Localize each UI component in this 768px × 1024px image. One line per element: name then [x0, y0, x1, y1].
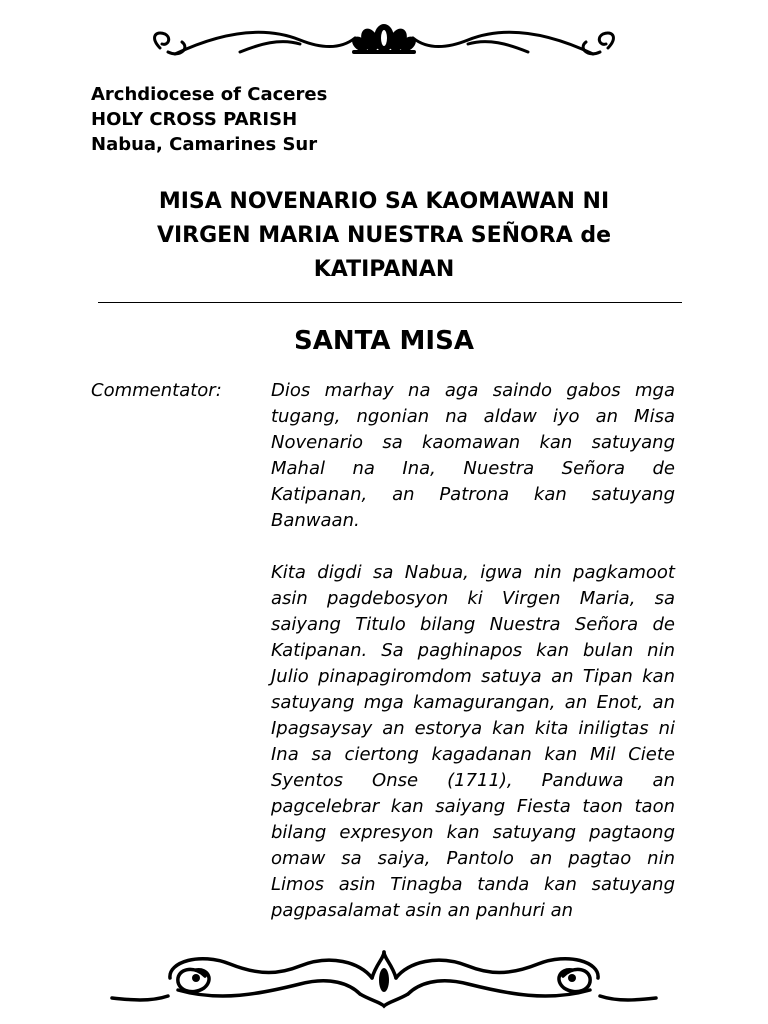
text-line: Katipanan. Sa paghinapos kan bulan nin [271, 640, 675, 661]
text-line: Ina sa ciertong kagadanan kan Mil Ciete [271, 744, 675, 765]
commentator-text [271, 378, 675, 924]
paragraph-2 [271, 560, 675, 924]
top-scroll-ornament [0, 8, 768, 64]
parish-header [91, 82, 327, 157]
text-line: Julio pinapagiromdom satuya an Tipan kan [271, 666, 675, 687]
document-title [96, 185, 672, 287]
text-line: Novenario sa kaomawan kan satuyang [271, 432, 675, 453]
text-line: pagpasalamat asin an panhuri an [271, 900, 574, 921]
title-line-2: VIRGEN MARIA NUESTRA SEÑORA de [156, 223, 612, 248]
text-line: Kita digdi sa Nabua, igwa nin pagkamoot [271, 562, 675, 583]
title-line-1: MISA NOVENARIO SA KAOMAWAN NI [158, 189, 610, 214]
parish-location: Nabua, Camarines Sur [91, 134, 318, 155]
text-line: Dios marhay na aga saindo gabos mga [271, 380, 675, 401]
text-line: saiyang Titulo bilang Nuestra Señora de [271, 614, 675, 635]
text-line: bilang expresyon kan satuyang pagtaong [271, 822, 675, 843]
parish-name: HOLY CROSS PARISH [91, 109, 298, 130]
text-line: pagcelebrar kan saiyang Fiesta taon taon [271, 796, 675, 817]
text-line: satuyang mga kamagurangan, an Enot, an [271, 692, 675, 713]
text-line: omaw sa saiya, Pantolo an pagtao nin [271, 848, 675, 869]
speaker-label: Commentator: [91, 380, 222, 401]
text-line: Banwaan. [271, 510, 360, 531]
text-line: Ipagsaysay an estorya kan kita iniligtas ni [271, 718, 675, 739]
bottom-scroll-ornament [0, 944, 768, 1010]
text-line: Mahal na Ina, Nuestra Señora de [271, 458, 675, 479]
archdiocese-name: Archdiocese of Caceres [91, 84, 328, 105]
text-line: tugang, ngonian na aldaw iyo an Misa [271, 406, 675, 427]
horizontal-divider [98, 302, 682, 303]
text-line: asin pagdebosyon ki Virgen Maria, sa [271, 588, 675, 609]
text-line: Limos asin Tinagba tanda kan satuyang [271, 874, 675, 895]
title-line-3: KATIPANAN [313, 257, 455, 282]
text-line: Katipanan, an Patrona kan satuyang [271, 484, 675, 505]
section-heading: SANTA MISA [294, 326, 474, 356]
paragraph-1 [271, 378, 675, 534]
text-line: Syentos Onse (1711), Panduwa an [271, 770, 675, 791]
